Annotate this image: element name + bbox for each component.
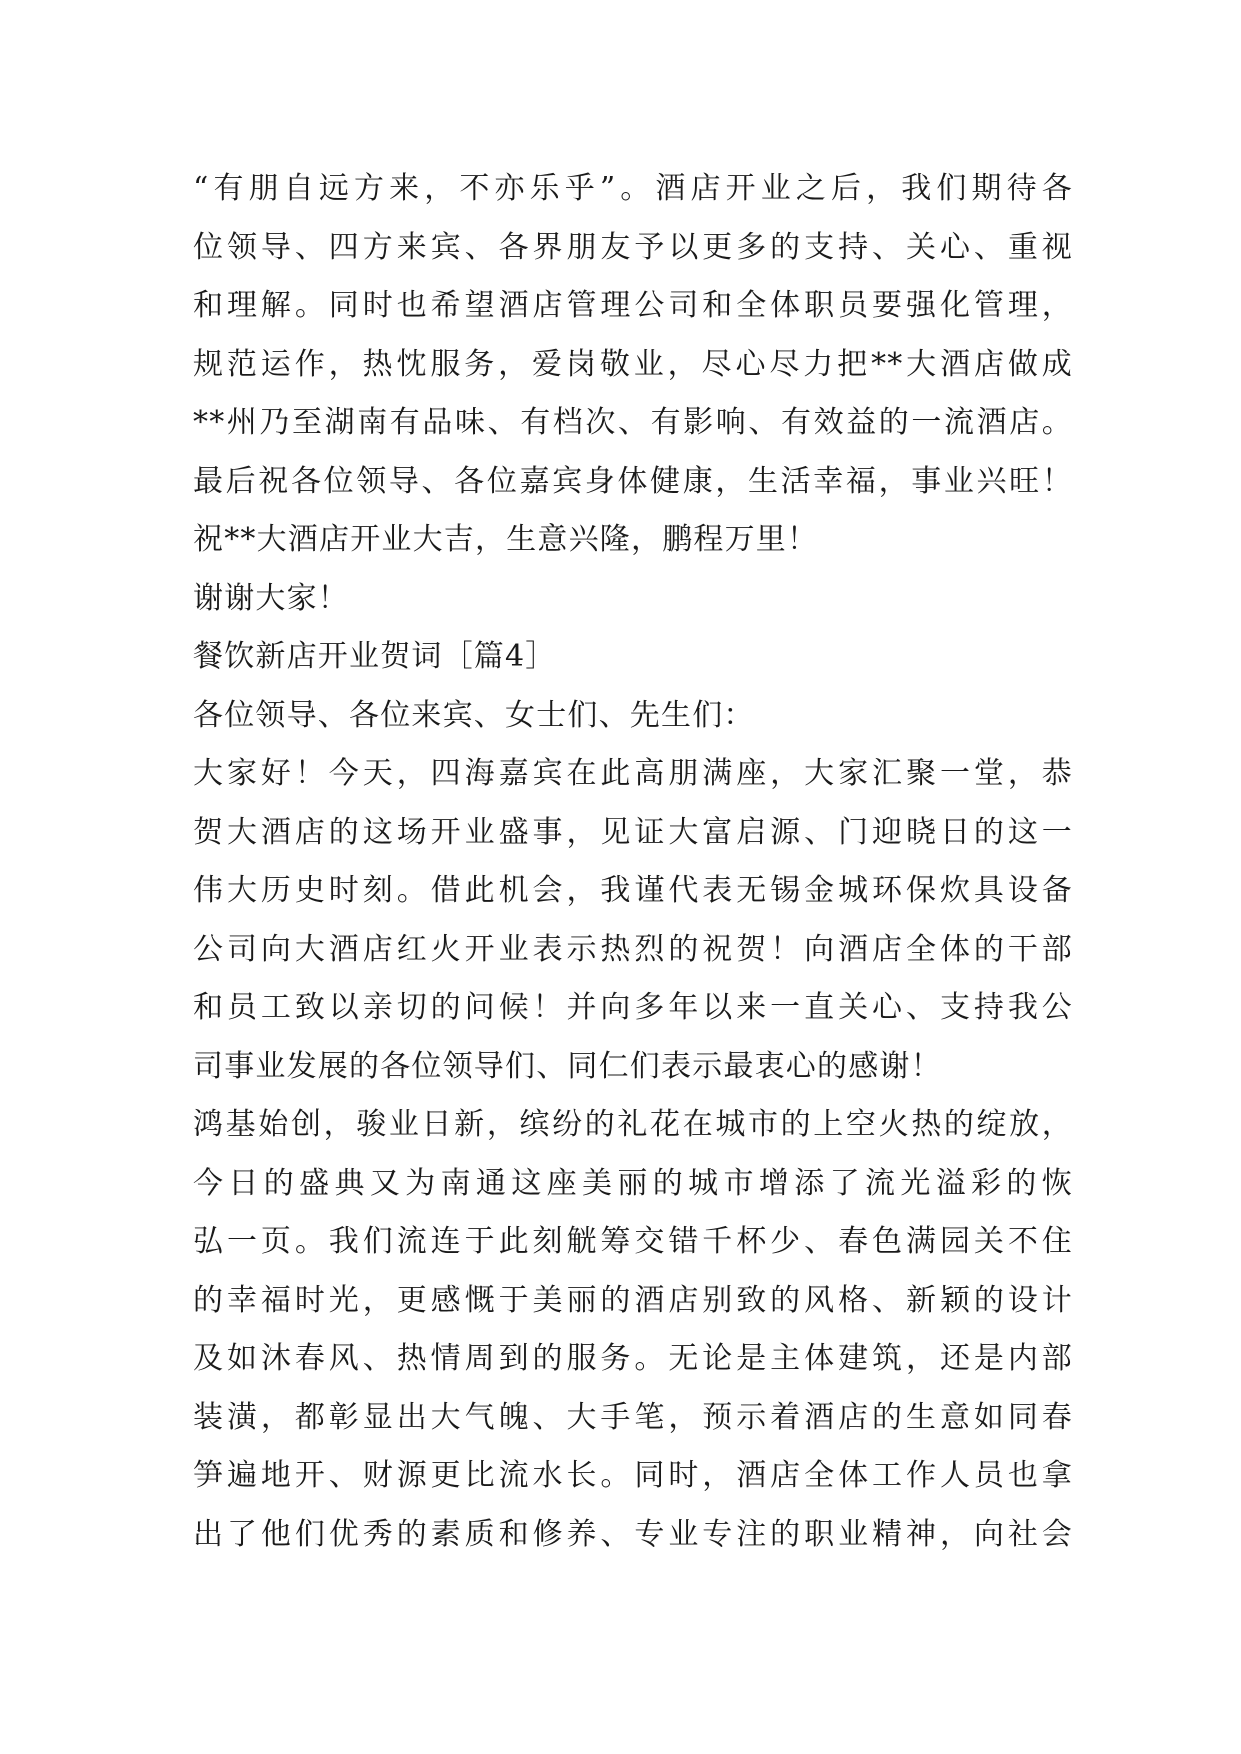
text-line: 鸿基始创，骏业日新，缤纷的礼花在城市的上空火热的绽放，: [193, 1107, 1073, 1142]
text-line: 今日的盛典又为南通这座美丽的城市增添了流光溢彩的恢: [193, 1165, 1073, 1201]
text-line: “有朋自远方来，不亦乐乎”。酒店开业之后，我们期待各: [193, 171, 1073, 206]
section-heading: 餐饮新店开业贺词［篇4］: [193, 639, 557, 674]
text-line: 装潢，都彰显出大气魄、大手笔，预示着酒店的生意如同春: [193, 1399, 1073, 1435]
text-line: 伟大历史时刻。借此机会，我谨代表无锡金城环保炊具设备: [193, 873, 1073, 908]
text-line: 谢谢大家！: [193, 580, 349, 616]
text-line: 笋遍地开、财源更比流水长。同时，酒店全体工作人员也拿: [193, 1458, 1073, 1493]
text-line: 和理解。同时也希望酒店管理公司和全体职员要强化管理，: [193, 288, 1073, 323]
text-line: 和员工致以亲切的问候！并向多年以来一直关心、支持我公: [193, 990, 1073, 1025]
text-line: 司事业发展的各位领导们、同仁们表示最衷心的感谢！: [193, 1048, 942, 1084]
text-line: **州乃至湖南有品味、有档次、有影响、有效益的一流酒店。: [193, 405, 1073, 440]
text-line: 规范运作，热忱服务，爱岗敬业，尽心尽力把**大酒店做成: [193, 346, 1073, 382]
text-line: 大家好！今天，四海嘉宾在此高朋满座，大家汇聚一堂，恭: [193, 756, 1073, 791]
text-line: 的幸福时光，更感慨于美丽的酒店别致的风格、新颖的设计: [193, 1282, 1073, 1318]
text-line: 贺大酒店的这场开业盛事，见证大富启源、门迎晓日的这一: [193, 814, 1073, 850]
text-line: 弘一页。我们流连于此刻觥筹交错千杯少、春色满园关不住: [193, 1224, 1073, 1259]
salutation: 各位领导、各位来宾、女士们、先生们：: [193, 697, 755, 733]
text-line: 公司向大酒店红火开业表示热烈的祝贺！向酒店全体的干部: [193, 931, 1073, 967]
text-line: 祝**大酒店开业大吉，生意兴隆，鹏程万里！: [193, 522, 819, 557]
document-body: [193, 160, 1073, 1564]
text-line: 及如沐春风、热情周到的服务。无论是主体建筑，还是内部: [193, 1341, 1073, 1376]
text-line: 出了他们优秀的素质和修养、专业专注的职业精神，向社会: [193, 1516, 1073, 1552]
text-line: 位领导、四方来宾、各界朋友予以更多的支持、关心、重视: [193, 229, 1073, 265]
text-line: 最后祝各位领导、各位嘉宾身体健康，生活幸福，事业兴旺！: [193, 463, 1073, 499]
